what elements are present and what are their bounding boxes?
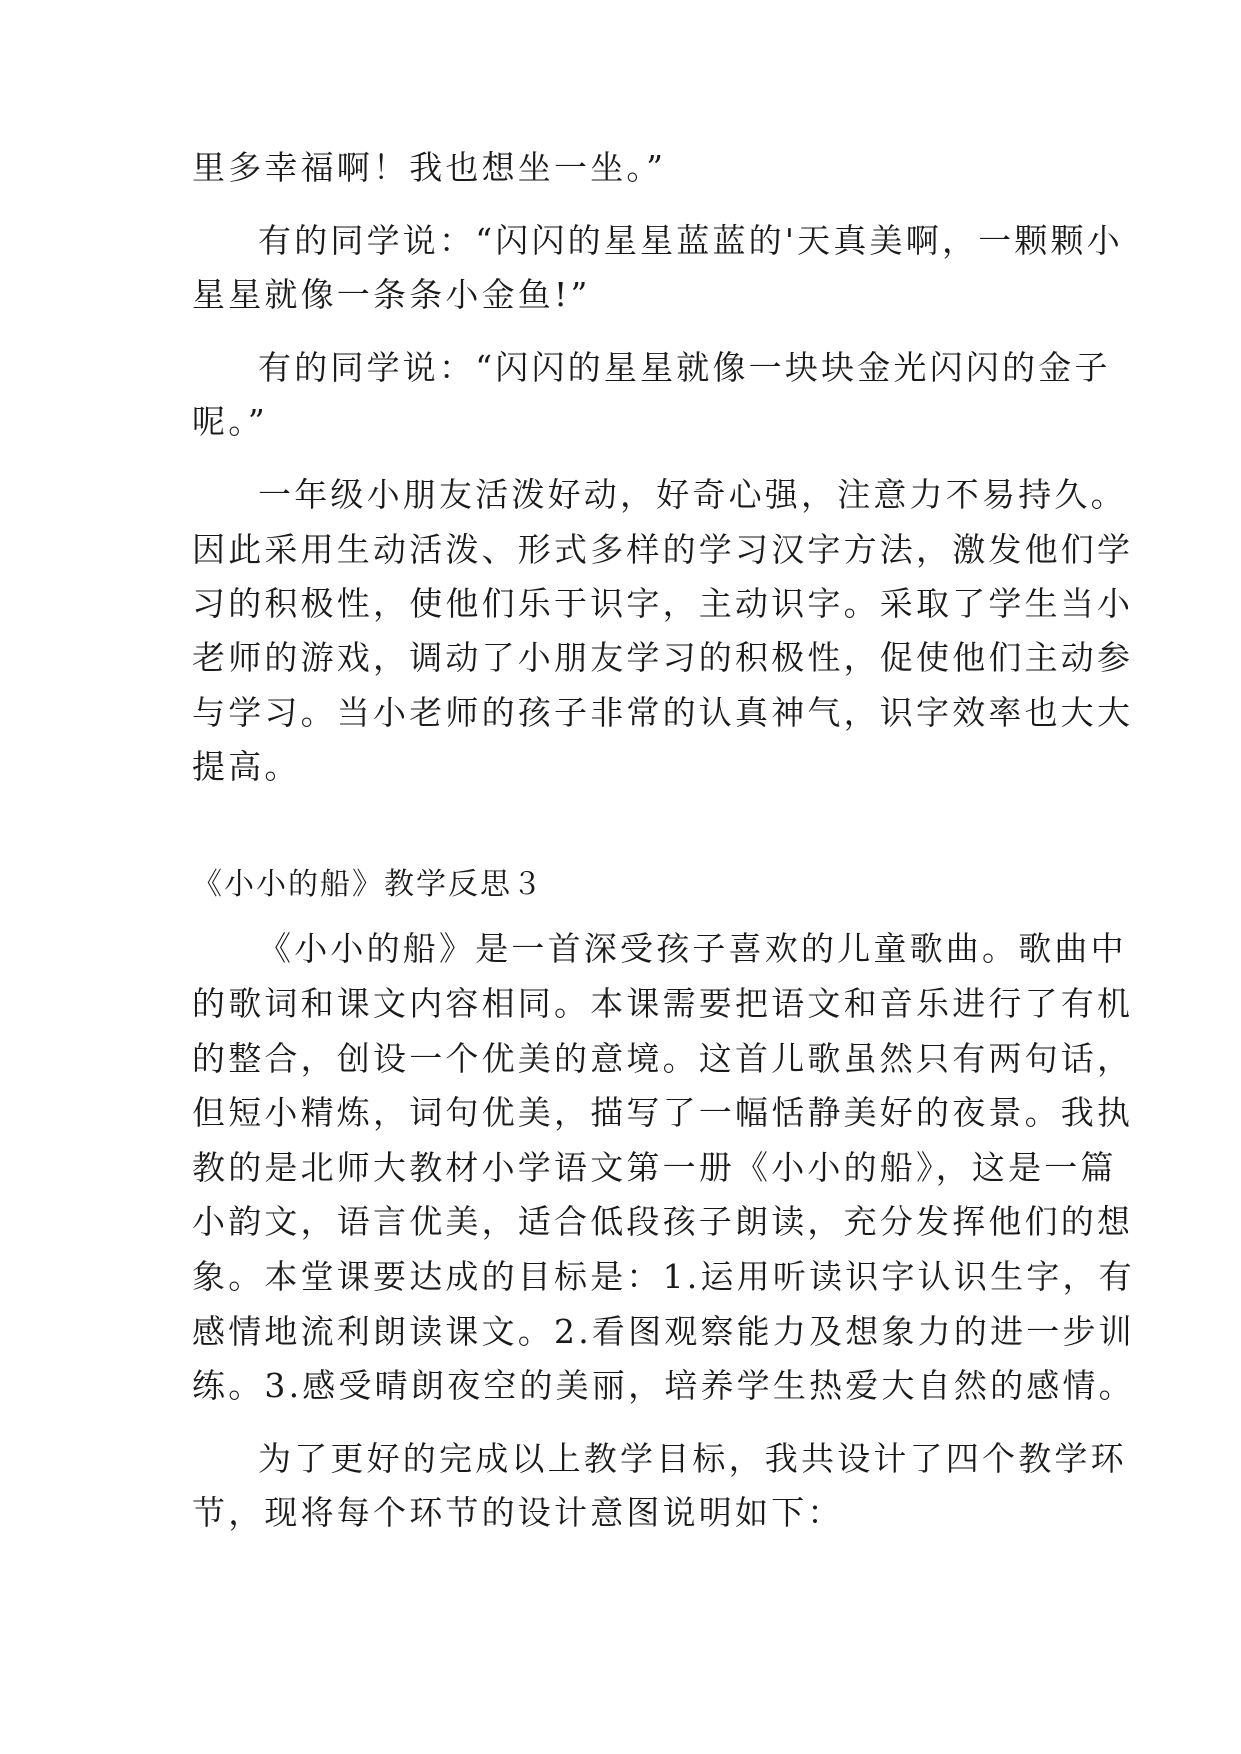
text-line: 有的同学说：“闪闪的星星蓝蓝的'天真美啊，一颗颗小: [258, 221, 1123, 260]
text-line: 《小小的船》是一首深受孩子喜欢的儿童歌曲。歌曲中: [258, 929, 1127, 968]
text-line: 老师的游戏，调动了小朋友学习的积极性，促使他们主动参: [192, 638, 1134, 677]
text-line: 呢。”: [192, 402, 268, 441]
text-line: 感情地流利朗读课文。2.看图观察能力及想象力的进一步训: [192, 1312, 1135, 1351]
text-line: 星星就像一条条小金鱼!”: [192, 275, 591, 314]
text-line: 因此采用生动活泼、形式多样的学习汉字方法，激发他们学: [192, 530, 1134, 569]
text-line: 的整合，创设一个优美的意境。这首儿歌虽然只有两句话，: [192, 1039, 1134, 1078]
text-line: 为了更好的完成以上教学目标，我共设计了四个教学环: [258, 1439, 1127, 1478]
text-line: 习的积极性，使他们乐于识字，主动识字。采取了学生当小: [192, 584, 1134, 623]
text-line: 一年级小朋友活泼好动，好奇心强，注意力不易持久。: [258, 475, 1127, 514]
text-line: 教的是北师大教材小学语文第一册《小小的船》，这是一篇: [192, 1148, 1117, 1187]
text-line: 练。3.感受晴朗夜空的美丽，培养学生热爱大自然的感情。: [192, 1366, 1135, 1405]
text-line: 有的同学说：“闪闪的星星就像一块块金光闪闪的金子: [258, 348, 1111, 387]
text-line: 提高。: [192, 747, 301, 786]
text-line: 但短小精炼，词句优美，描写了一幅恬静美好的夜景。我执: [192, 1093, 1134, 1132]
text-line: 象。本堂课要达成的目标是：1.运用听读识字认识生字，有: [192, 1257, 1135, 1296]
text-line: 小韵文，语言优美，适合低段孩子朗读，充分发挥他们的想: [192, 1202, 1134, 1241]
text-line: 的歌词和课文内容相同。本课需要把语文和音乐进行了有机: [192, 984, 1134, 1023]
text-line: 节，现将每个环节的设计意图说明如下：: [192, 1493, 844, 1532]
section-heading: 《小小的船》教学反思３: [192, 867, 544, 902]
text-line: 与学习。当小老师的孩子非常的认真神气，识字效率也大大: [192, 693, 1134, 732]
text-line: 里多幸福啊！我也想坐一坐。”: [192, 148, 667, 187]
